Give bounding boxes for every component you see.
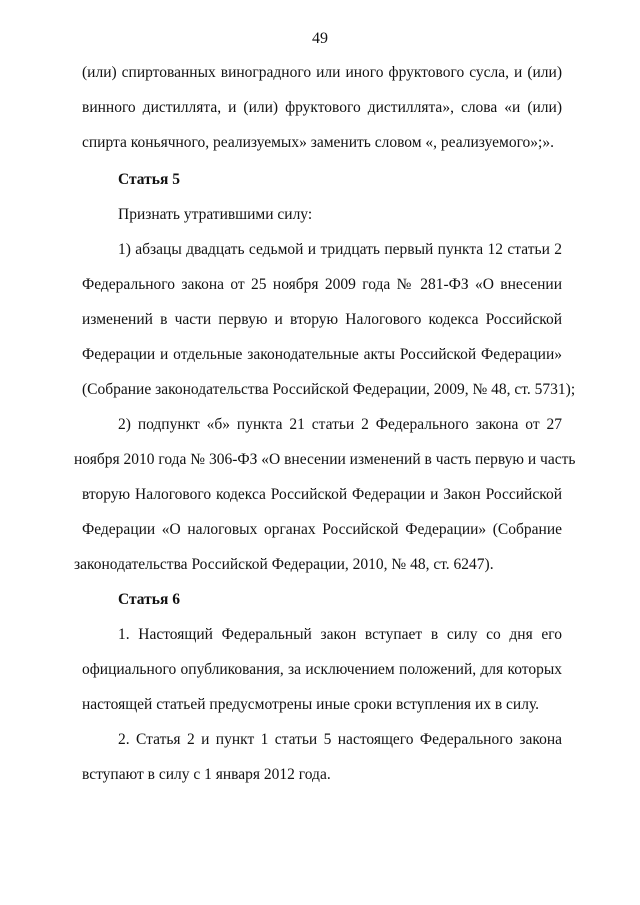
paragraph-line: 2. Статья 2 и пункт 1 статьи 5 настоящего Федерального закона: [118, 731, 562, 748]
paragraph-line: 1. Настоящий Федеральный закон вступает в силу со дня его: [118, 626, 562, 643]
paragraph-line: изменений в части первую и вторую Налогового кодекса Российской: [82, 311, 562, 328]
paragraph-line: Федерации «О налоговых органах Российской Федерации» (Собрание: [82, 521, 562, 538]
page-number: 49: [312, 30, 328, 47]
paragraph-line: (или) спиртованных виноградного или иного фруктового сусла, и (или): [82, 64, 562, 81]
paragraph-line: официального опубликования, за исключением положений, для которых: [82, 661, 562, 678]
paragraph-line: 2) подпункт «б» пункта 21 статьи 2 Федерального закона от 27: [118, 416, 562, 433]
paragraph-line: винного дистиллята, и (или) фруктового дистиллята», слова «и (или): [82, 99, 562, 116]
paragraph-line: Федерации и отдельные законодательные акты Российской Федерации»: [82, 346, 562, 363]
paragraph-line: (Собрание законодательства Российской Федерации, 2009, № 48, ст. 5731);: [82, 381, 576, 398]
paragraph-line: спирта коньячного, реализуемых» заменить словом «, реализуемого»;».: [82, 134, 554, 151]
paragraph-line: настоящей статьей предусмотрены иные сроки вступления их в силу.: [82, 696, 540, 713]
paragraph-line: ноября 2010 года № 306-ФЗ «О внесении изменений в часть первую и часть: [74, 451, 576, 468]
paragraph-line: законодательства Российской Федерации, 2010, № 48, ст. 6247).: [74, 556, 494, 573]
article-6-heading: Статья 6: [118, 591, 180, 608]
paragraph-line: вторую Налогового кодекса Российской Федерации и Закон Российской: [82, 486, 562, 503]
article-5-heading: Статья 5: [118, 171, 180, 188]
article-5-intro: Признать утратившими силу:: [118, 206, 313, 223]
paragraph-line: вступают в силу с 1 января 2012 года.: [82, 766, 331, 783]
paragraph-line: 1) абзацы двадцать седьмой и тридцать первый пункта 12 статьи 2: [118, 241, 562, 258]
paragraph-line: Федерального закона от 25 ноября 2009 года № 281-ФЗ «О внесении: [82, 276, 562, 293]
